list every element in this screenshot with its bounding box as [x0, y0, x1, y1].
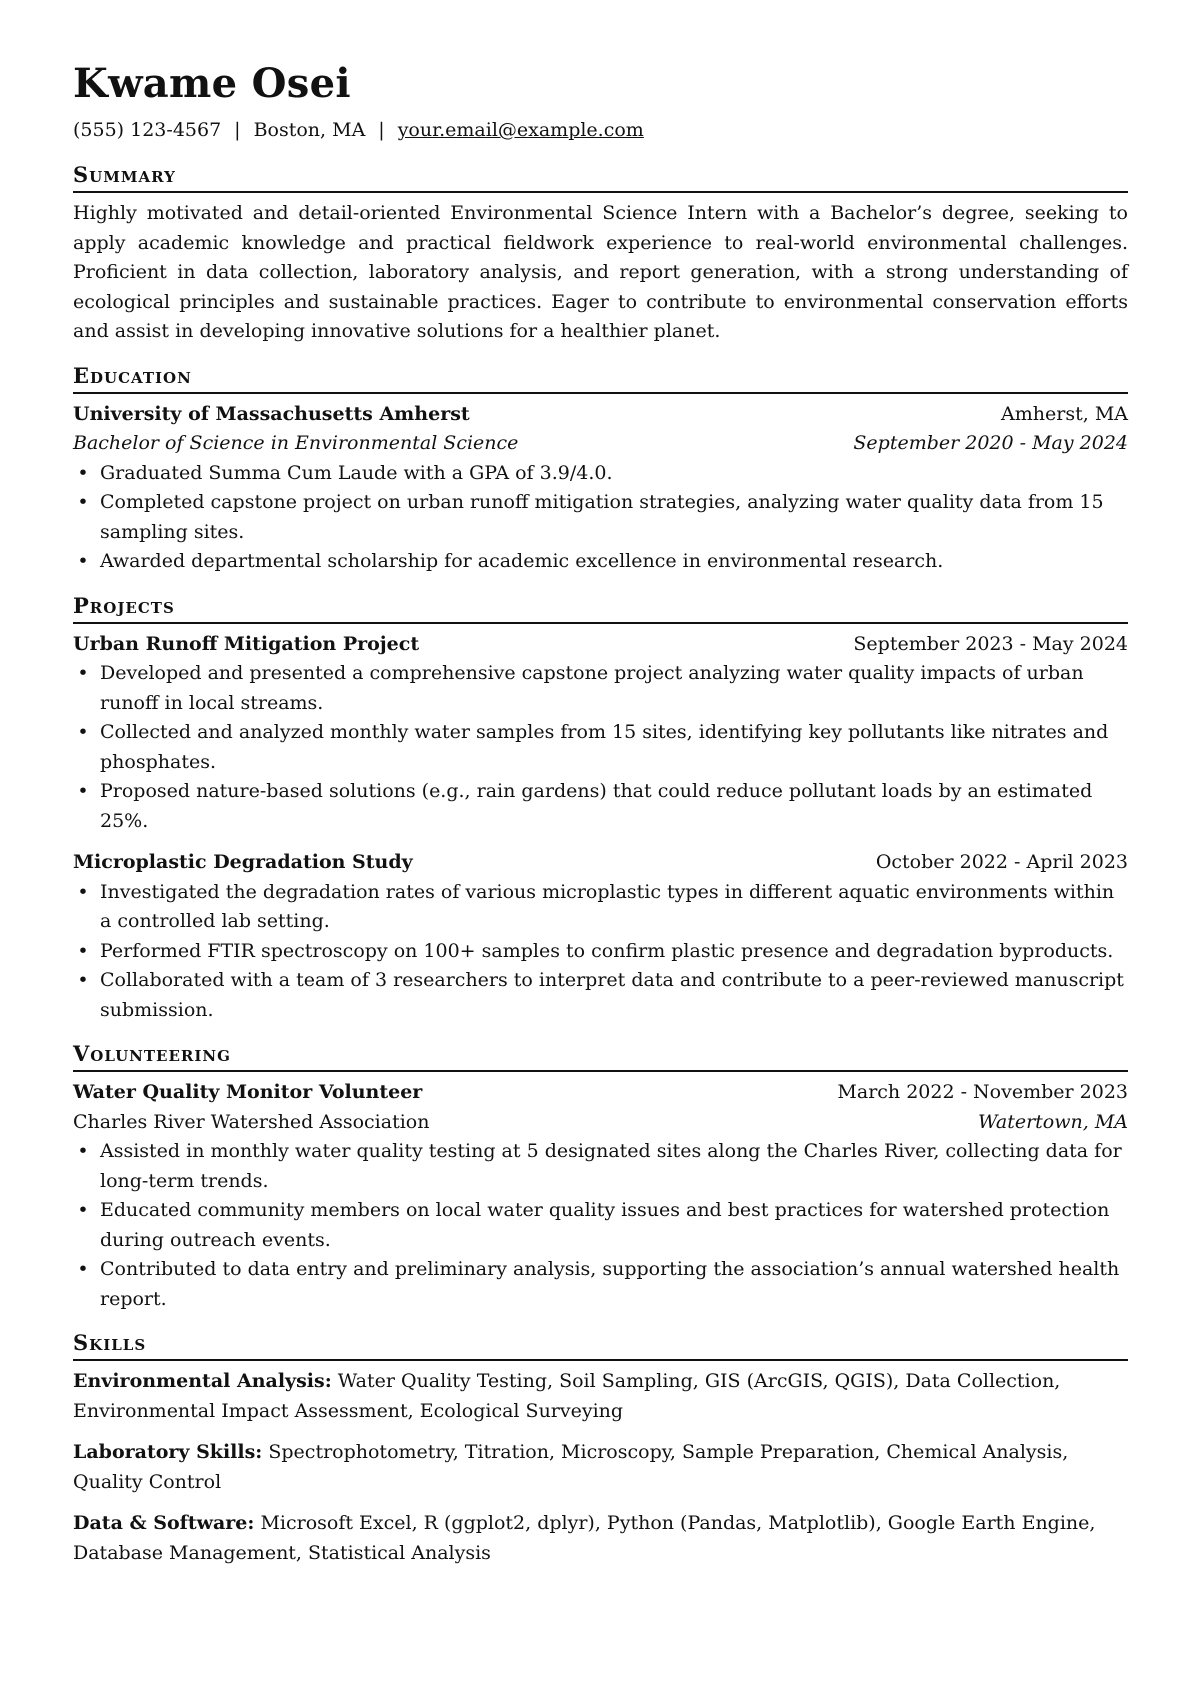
education-dates: September 2020 - May 2024: [853, 432, 1128, 454]
skills-heading: Skills: [73, 1328, 1128, 1361]
bullet-icon: •: [77, 939, 89, 962]
project-header: [73, 848, 1128, 878]
bullet-icon: •: [77, 1258, 89, 1280]
school-location: Amherst, MA: [1001, 402, 1128, 425]
bullet-icon: •: [77, 780, 89, 802]
volunteer-dates: March 2022 - November 2023: [837, 1081, 1128, 1103]
bullet-text: Collected and analyzed monthly water samples from 15 sites, identifying key pollutants like nitrates and phosphates.: [100, 721, 1109, 773]
candidate-name: Kwame Osei: [73, 60, 351, 107]
project-name: Microplastic Degradation Study: [73, 851, 413, 873]
volunteer-organization: Charles River Watershed Association: [73, 1110, 430, 1133]
skill-text: Spectrophotometry, Titration, Microscopy, Sample Preparation, Chemical Analysis, Quality Control: [73, 1441, 1069, 1493]
bullet-icon: •: [77, 880, 89, 903]
project-header: [73, 630, 1128, 660]
list-item: [73, 659, 1128, 718]
skill-line: [73, 1438, 1128, 1497]
list-item: [73, 937, 1128, 967]
project-bullets: [73, 878, 1128, 1026]
volunteer-location: Watertown, MA: [978, 1110, 1128, 1133]
contact-separator: |: [234, 119, 241, 141]
skill-text: Microsoft Excel, R (ggplot2, dplyr), Python (Pandas, Matplotlib), Google Earth Engine, Database Management, Statistical Analysis: [73, 1512, 1096, 1564]
skill-line: [73, 1509, 1128, 1568]
bullet-icon: •: [77, 1199, 89, 1221]
bullet-text: Awarded departmental scholarship for academic excellence in environmental research.: [100, 550, 944, 572]
bullet-text: Developed and presented a comprehensive capstone project analyzing water quality impacts of urban runoff in local streams.: [100, 662, 1084, 714]
skill-text: Water Quality Testing, Soil Sampling, GIS (ArcGIS, QGIS), Data Collection, Environmental Impact Assessment, Ecological Surveying: [73, 1370, 1061, 1422]
education-entry-header: [73, 400, 1128, 430]
bullet-text: Educated community members on local water quality issues and best practices for watershed protection during outreach events.: [100, 1199, 1110, 1251]
volunteering-heading: Volunteering: [73, 1039, 1128, 1072]
education-heading: Education: [73, 361, 1128, 394]
list-item: [73, 878, 1128, 937]
bullet-icon: •: [77, 662, 89, 684]
contact-separator: |: [378, 119, 385, 141]
bullet-text: Completed capstone project on urban runoff mitigation strategies, analyzing water quality data from 15 sampling sites.: [100, 491, 1104, 543]
bullet-icon: •: [77, 969, 89, 991]
skill-label: Data & Software:: [73, 1512, 255, 1534]
list-item: [73, 1137, 1128, 1196]
education-degree-row: [73, 429, 1128, 459]
location-text: Boston, MA: [253, 119, 366, 141]
list-item: [73, 488, 1128, 547]
list-item: [73, 459, 1128, 489]
list-item: [73, 547, 1128, 577]
project-dates: September 2023 - May 2024: [853, 632, 1128, 655]
list-item: [73, 1196, 1128, 1255]
school-name: University of Massachusetts Amherst: [73, 402, 470, 425]
list-item: [73, 1255, 1128, 1314]
skill-line: [73, 1367, 1128, 1426]
bullet-text: Investigated the degradation rates of various microplastic types in different aquatic environments within a controlled lab setting.: [100, 880, 1115, 932]
degree-name: Bachelor of Science in Environmental Science: [73, 432, 519, 454]
bullet-text: Proposed nature-based solutions (e.g., rain gardens) that could reduce pollutant loads by an estimated 25%.: [100, 780, 1093, 832]
volunteer-bullets: [73, 1137, 1128, 1314]
list-item: [73, 966, 1128, 1025]
bullet-icon: •: [77, 550, 89, 572]
phone-number: (555) 123-4567: [73, 119, 222, 141]
bullet-text: Performed FTIR spectroscopy on 100+ samples to confirm plastic presence and degradation byproducts.: [100, 939, 1114, 962]
volunteer-entry-header: [73, 1078, 1128, 1108]
project-bullets: [73, 659, 1128, 836]
list-item: [73, 718, 1128, 777]
project-dates: October 2022 - April 2023: [875, 851, 1128, 873]
skill-label: Environmental Analysis:: [73, 1370, 332, 1392]
summary-heading: Summary: [73, 160, 1128, 193]
bullet-icon: •: [77, 491, 89, 513]
bullet-icon: •: [77, 461, 89, 484]
bullet-icon: •: [77, 721, 89, 743]
bullet-text: Graduated Summa Cum Laude with a GPA of 3.9/4.0.: [100, 461, 613, 484]
list-item: [73, 777, 1128, 836]
education-bullets: [73, 459, 1128, 577]
bullet-icon: •: [77, 1140, 89, 1162]
bullet-text: Assisted in monthly water quality testing at 5 designated sites along the Charles River, collecting data for long-term trends.: [100, 1140, 1122, 1192]
projects-heading: Projects: [73, 591, 1128, 624]
bullet-text: Contributed to data entry and preliminary analysis, supporting the association’s annual watershed health report.: [100, 1258, 1120, 1310]
project-name: Urban Runoff Mitigation Project: [73, 632, 420, 655]
email-link[interactable]: your.email@example.com: [397, 119, 644, 141]
volunteer-role: Water Quality Monitor Volunteer: [73, 1081, 423, 1103]
resume-content: [73, 58, 1128, 1568]
contact-line: [73, 116, 1128, 144]
bullet-text: Collaborated with a team of 3 researchers to interpret data and contribute to a peer-reviewed manuscript submission.: [100, 969, 1124, 1021]
skill-label: Laboratory Skills:: [73, 1441, 263, 1463]
volunteer-org-row: [73, 1108, 1128, 1138]
summary-text: Highly motivated and detail-oriented Environmental Science Intern with a Bachelor’s degree, seeking to apply academic knowledge and practical fieldwork experience to real-world environmental challenges. Proficient in data collection, laboratory analysis, and report generation, with a strong understanding of ecological principles and sustainable practices. Eager to contribute to environmental conservation efforts and assist in developing innovative solutions for a healthier planet.: [73, 202, 1128, 342]
